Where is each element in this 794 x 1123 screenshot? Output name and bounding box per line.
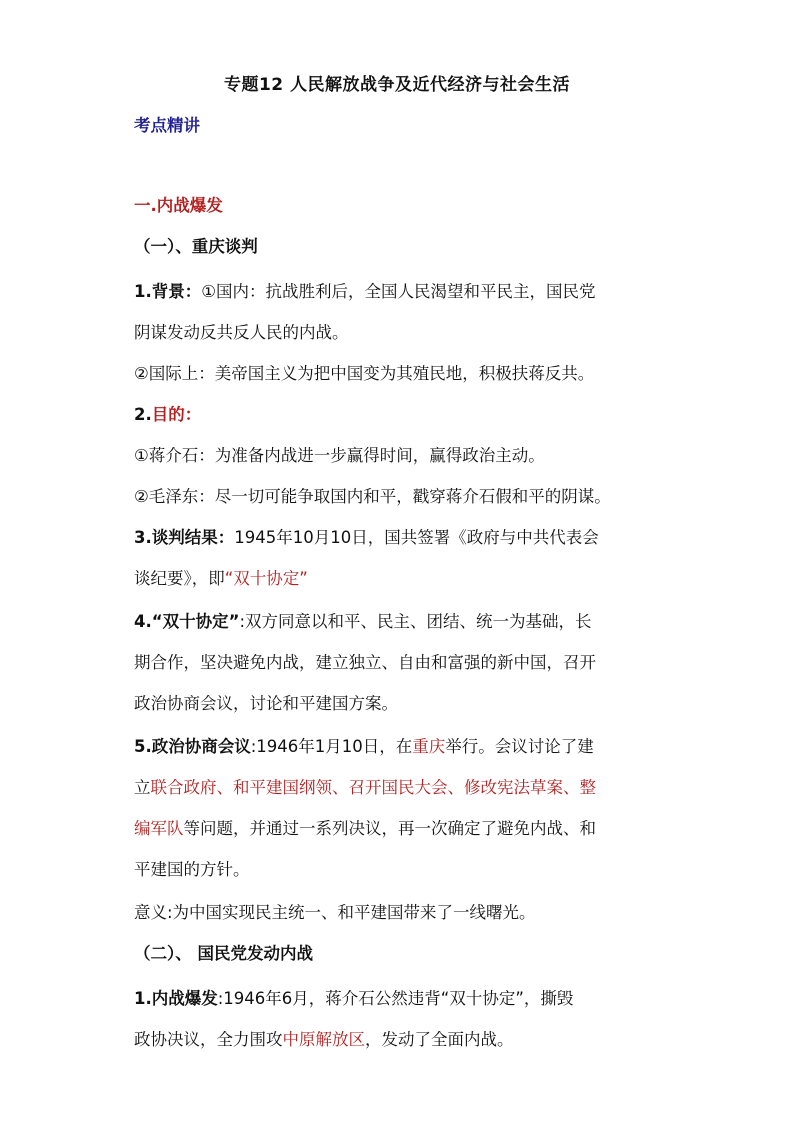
- purpose-label: 目的：: [151, 405, 202, 424]
- war-cont-text-a: 政协决议，全力围攻: [134, 1030, 283, 1049]
- army-reorg-highlight: 编军队: [134, 819, 184, 838]
- agreement-label: 4.“双十协定”: [134, 612, 240, 631]
- pcc-text-c: 举行。会议讨论了建: [445, 737, 594, 756]
- result-text: 1945年10月10日，国共签署《政府与中共代表会: [234, 528, 599, 547]
- paragraph-war-outbreak: [134, 987, 674, 1011]
- subsection-heading-kmt-war: （二）、 国民党发动内战: [134, 944, 313, 963]
- section-heading-civil-war: 一.内战爆发: [134, 196, 223, 215]
- paragraph-result: [134, 526, 674, 550]
- paragraph-result-cont: [134, 567, 674, 591]
- agreement-text: :双方同意以和平、民主、团结、统一为基础，长: [239, 612, 592, 631]
- central-plains-highlight: 中原解放区: [282, 1030, 365, 1049]
- paragraph-pcc-cont-3: 平建国的方针。: [134, 860, 250, 879]
- chongqing-highlight: 重庆: [412, 737, 446, 756]
- paragraph-purpose-heading: [134, 403, 674, 427]
- paragraph-purpose-chiang: ①蒋介石：为准备内战进一步赢得时间，赢得政治主动。: [134, 446, 545, 465]
- paragraph-agreement-cont-1: 期合作，坚决避免内战，建立独立、自由和富强的新中国，召开: [134, 653, 596, 672]
- background-label: 1.背景：: [134, 282, 202, 301]
- subsection-heading-chongqing-talks: （一）、重庆谈判: [134, 237, 258, 256]
- paragraph-purpose-mao: ②毛泽东：尽一切可能争取国内和平，戳穿蒋介石假和平的阴谋。: [134, 487, 611, 506]
- purpose-number: 2.: [134, 405, 152, 424]
- double-tenth-agreement-highlight: “双十协定”: [224, 569, 308, 588]
- paragraph-pcc-cont-1: [134, 776, 674, 800]
- pcc-text-a: :1946年1月10日，在: [250, 737, 413, 756]
- paragraph-background-cont: 阴谋发动反共反人民的内战。: [134, 323, 349, 342]
- pcc-cont-text: 立: [134, 778, 151, 797]
- paragraph-agreement-cont-2: 政治协商会议，讨论和平建国方案。: [134, 694, 398, 713]
- paragraph-pcc-cont-2: [134, 817, 674, 841]
- war-outbreak-text: :1946年6月，蒋介石公然违背“双十协定”，撕毁: [217, 989, 574, 1008]
- war-outbreak-label: 1.内战爆发: [134, 989, 218, 1008]
- paragraph-international: ②国际上：美帝国主义为把中国变为其殖民地，积极扶蒋反共。: [134, 364, 595, 383]
- pcc-topics-highlight: 联合政府、和平建国纲领、召开国民大会、修改宪法草案、整: [150, 778, 596, 797]
- document-title: 专题12 人民解放战争及近代经济与社会生活: [223, 75, 571, 95]
- pcc-cont-text-2: 等问题，并通过一系列决议，再一次确定了避免内战、和: [183, 819, 596, 838]
- subtitle-heading: 考点精讲: [134, 116, 200, 135]
- paragraph-war-outbreak-cont: [134, 1028, 674, 1052]
- paragraph-meaning: 意义:为中国实现民主统一、和平建国带来了一线曙光。: [134, 903, 536, 922]
- result-label: 3.谈判结果：: [134, 528, 235, 547]
- paragraph-pcc: [134, 735, 674, 759]
- result-text-cont: 谈纪要》，即: [134, 569, 225, 588]
- war-cont-text-c: ，发动了全面内战。: [365, 1030, 514, 1049]
- background-text: ①国内：抗战胜利后，全国人民渴望和平民主，国民党: [201, 282, 596, 301]
- pcc-label: 5.政治协商会议: [134, 737, 251, 756]
- paragraph-background: [134, 280, 674, 304]
- paragraph-agreement: [134, 610, 674, 634]
